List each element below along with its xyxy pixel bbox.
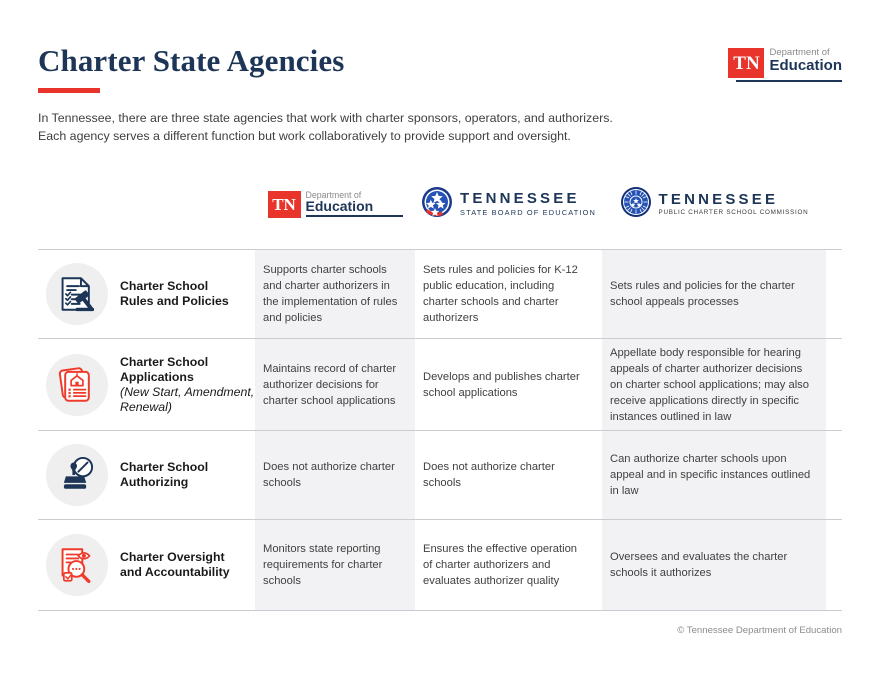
state-board-title: TENNESSEE xyxy=(460,190,580,208)
cell-text: Does not authorize charter schools xyxy=(423,461,555,489)
tn-logo-department-text: Department of xyxy=(305,189,362,200)
tn-logo-mark: TN xyxy=(728,48,764,78)
cell-text: Can authorize charter schools upon appeal and in specific instances outlined in law xyxy=(610,453,811,497)
intro-paragraph xyxy=(38,109,842,145)
school-applications-icon xyxy=(46,354,108,416)
cell-text: Does not authorize charter schools xyxy=(263,461,395,489)
document-gavel-icon xyxy=(46,263,108,325)
cell-commission-rules xyxy=(602,250,826,338)
row-label-text xyxy=(108,279,229,309)
tn-department-of-education-logo xyxy=(728,48,842,78)
tn-state-board-of-education-logo xyxy=(421,186,596,223)
tn-logo-underline xyxy=(736,80,842,82)
stamp-icon xyxy=(46,444,108,506)
table-row xyxy=(38,519,842,611)
row-label-rules-and-policies xyxy=(38,250,255,338)
tn-logo-underline xyxy=(306,215,403,217)
cell-text: Appellate body responsible for hearing appeals of charter authorizer decisions on charter school applications; may also receive applications directly in specific instances outlined in law xyxy=(610,346,809,423)
cell-education-rules xyxy=(255,250,415,338)
page-header xyxy=(38,44,842,154)
intro-line-1: In Tennessee, there are three state agencies that work with charter sponsors, operators, and authorizers. xyxy=(38,111,613,125)
cell-education-oversight xyxy=(255,520,415,610)
tn-department-of-education-logo-table xyxy=(268,191,403,218)
cell-text: Oversees and evaluates the charter schools it authorizes xyxy=(610,551,788,579)
oversight-magnifier-icon xyxy=(46,534,108,596)
row-label-oversight xyxy=(38,520,255,610)
tn-logo-department-text: Department of xyxy=(769,47,830,58)
agency-comparison-table xyxy=(38,249,842,611)
footer-copyright: © Tennessee Department of Education xyxy=(677,625,842,636)
state-board-subtitle: STATE BOARD OF EDUCATION xyxy=(460,208,596,218)
row-label-line-2: Authorizing xyxy=(120,475,189,489)
cell-education-authorizing xyxy=(255,431,415,519)
table-row xyxy=(38,338,842,430)
row-label-text xyxy=(108,550,230,580)
agency-logo-cell-state-board xyxy=(415,176,602,232)
cell-state-board-authorizing xyxy=(415,431,602,519)
row-label-sublabel: (New Start, Amendment, Renewal) xyxy=(120,384,255,414)
intro-line-2: Each agency serves a different function but work collaboratively to provide support and oversight. xyxy=(38,129,571,143)
tn-logo-education-text: Education xyxy=(769,56,842,74)
cell-text: Sets rules and policies for the charter school appeals processes xyxy=(610,280,795,308)
agency-logo-cell-education xyxy=(255,176,415,232)
table-row xyxy=(38,249,842,338)
commission-subtitle: PUBLIC CHARTER SCHOOL COMMISSION xyxy=(658,208,809,216)
row-label-line-2: Applications xyxy=(120,369,194,384)
tn-logo-wordmark xyxy=(764,48,842,73)
state-board-wordmark xyxy=(460,191,596,216)
cell-text: Supports charter schools and charter authorizers in the implementation of rules and policies xyxy=(263,264,398,324)
row-label-applications xyxy=(38,339,255,430)
commission-seal-icon xyxy=(620,186,652,223)
row-label-line-1: Charter School xyxy=(120,460,209,474)
tn-logo-education-text: Education xyxy=(305,198,374,215)
commission-title: TENNESSEE xyxy=(658,190,779,208)
page-title: Charter State Agencies xyxy=(38,43,345,78)
table-row xyxy=(38,430,842,519)
tristar-seal-icon xyxy=(421,186,453,223)
cell-commission-authorizing xyxy=(602,431,826,519)
row-label-text xyxy=(108,460,208,490)
row-label-line-1: Charter School xyxy=(120,279,209,293)
row-label-authorizing xyxy=(38,431,255,519)
title-accent-rule xyxy=(38,88,100,93)
agency-logos-row xyxy=(38,176,842,232)
cell-state-board-applications xyxy=(415,339,602,430)
cell-text: Sets rules and policies for K-12 public education, including charter schools and charter authorizers xyxy=(423,264,578,324)
row-label-line-1: Charter School xyxy=(120,354,209,369)
cell-commission-applications xyxy=(602,339,826,430)
cell-education-applications xyxy=(255,339,415,430)
cell-text: Maintains record of charter authorizer decisions for charter school applications xyxy=(263,362,397,407)
tn-logo-mark: TN xyxy=(268,191,301,218)
cell-text: Monitors state reporting requirements for charter schools xyxy=(263,543,383,587)
row-label-line-1: Charter Oversight xyxy=(120,550,225,564)
tn-logo-wordmark xyxy=(301,191,403,218)
cell-text: Develops and publishes charter school applications xyxy=(423,370,580,399)
row-label-line-2: and Accountability xyxy=(120,565,230,579)
agency-logo-cell-charter-commission xyxy=(602,176,826,232)
row-label-text xyxy=(108,355,255,415)
tn-public-charter-school-commission-logo xyxy=(620,186,809,223)
cell-commission-oversight xyxy=(602,520,826,610)
cell-state-board-rules xyxy=(415,250,602,338)
cell-text: Ensures the effective operation of charter authorizers and evaluates authorizer quality xyxy=(423,543,578,587)
cell-state-board-oversight xyxy=(415,520,602,610)
row-label-line-2: Rules and Policies xyxy=(120,294,229,308)
commission-wordmark xyxy=(659,192,809,216)
